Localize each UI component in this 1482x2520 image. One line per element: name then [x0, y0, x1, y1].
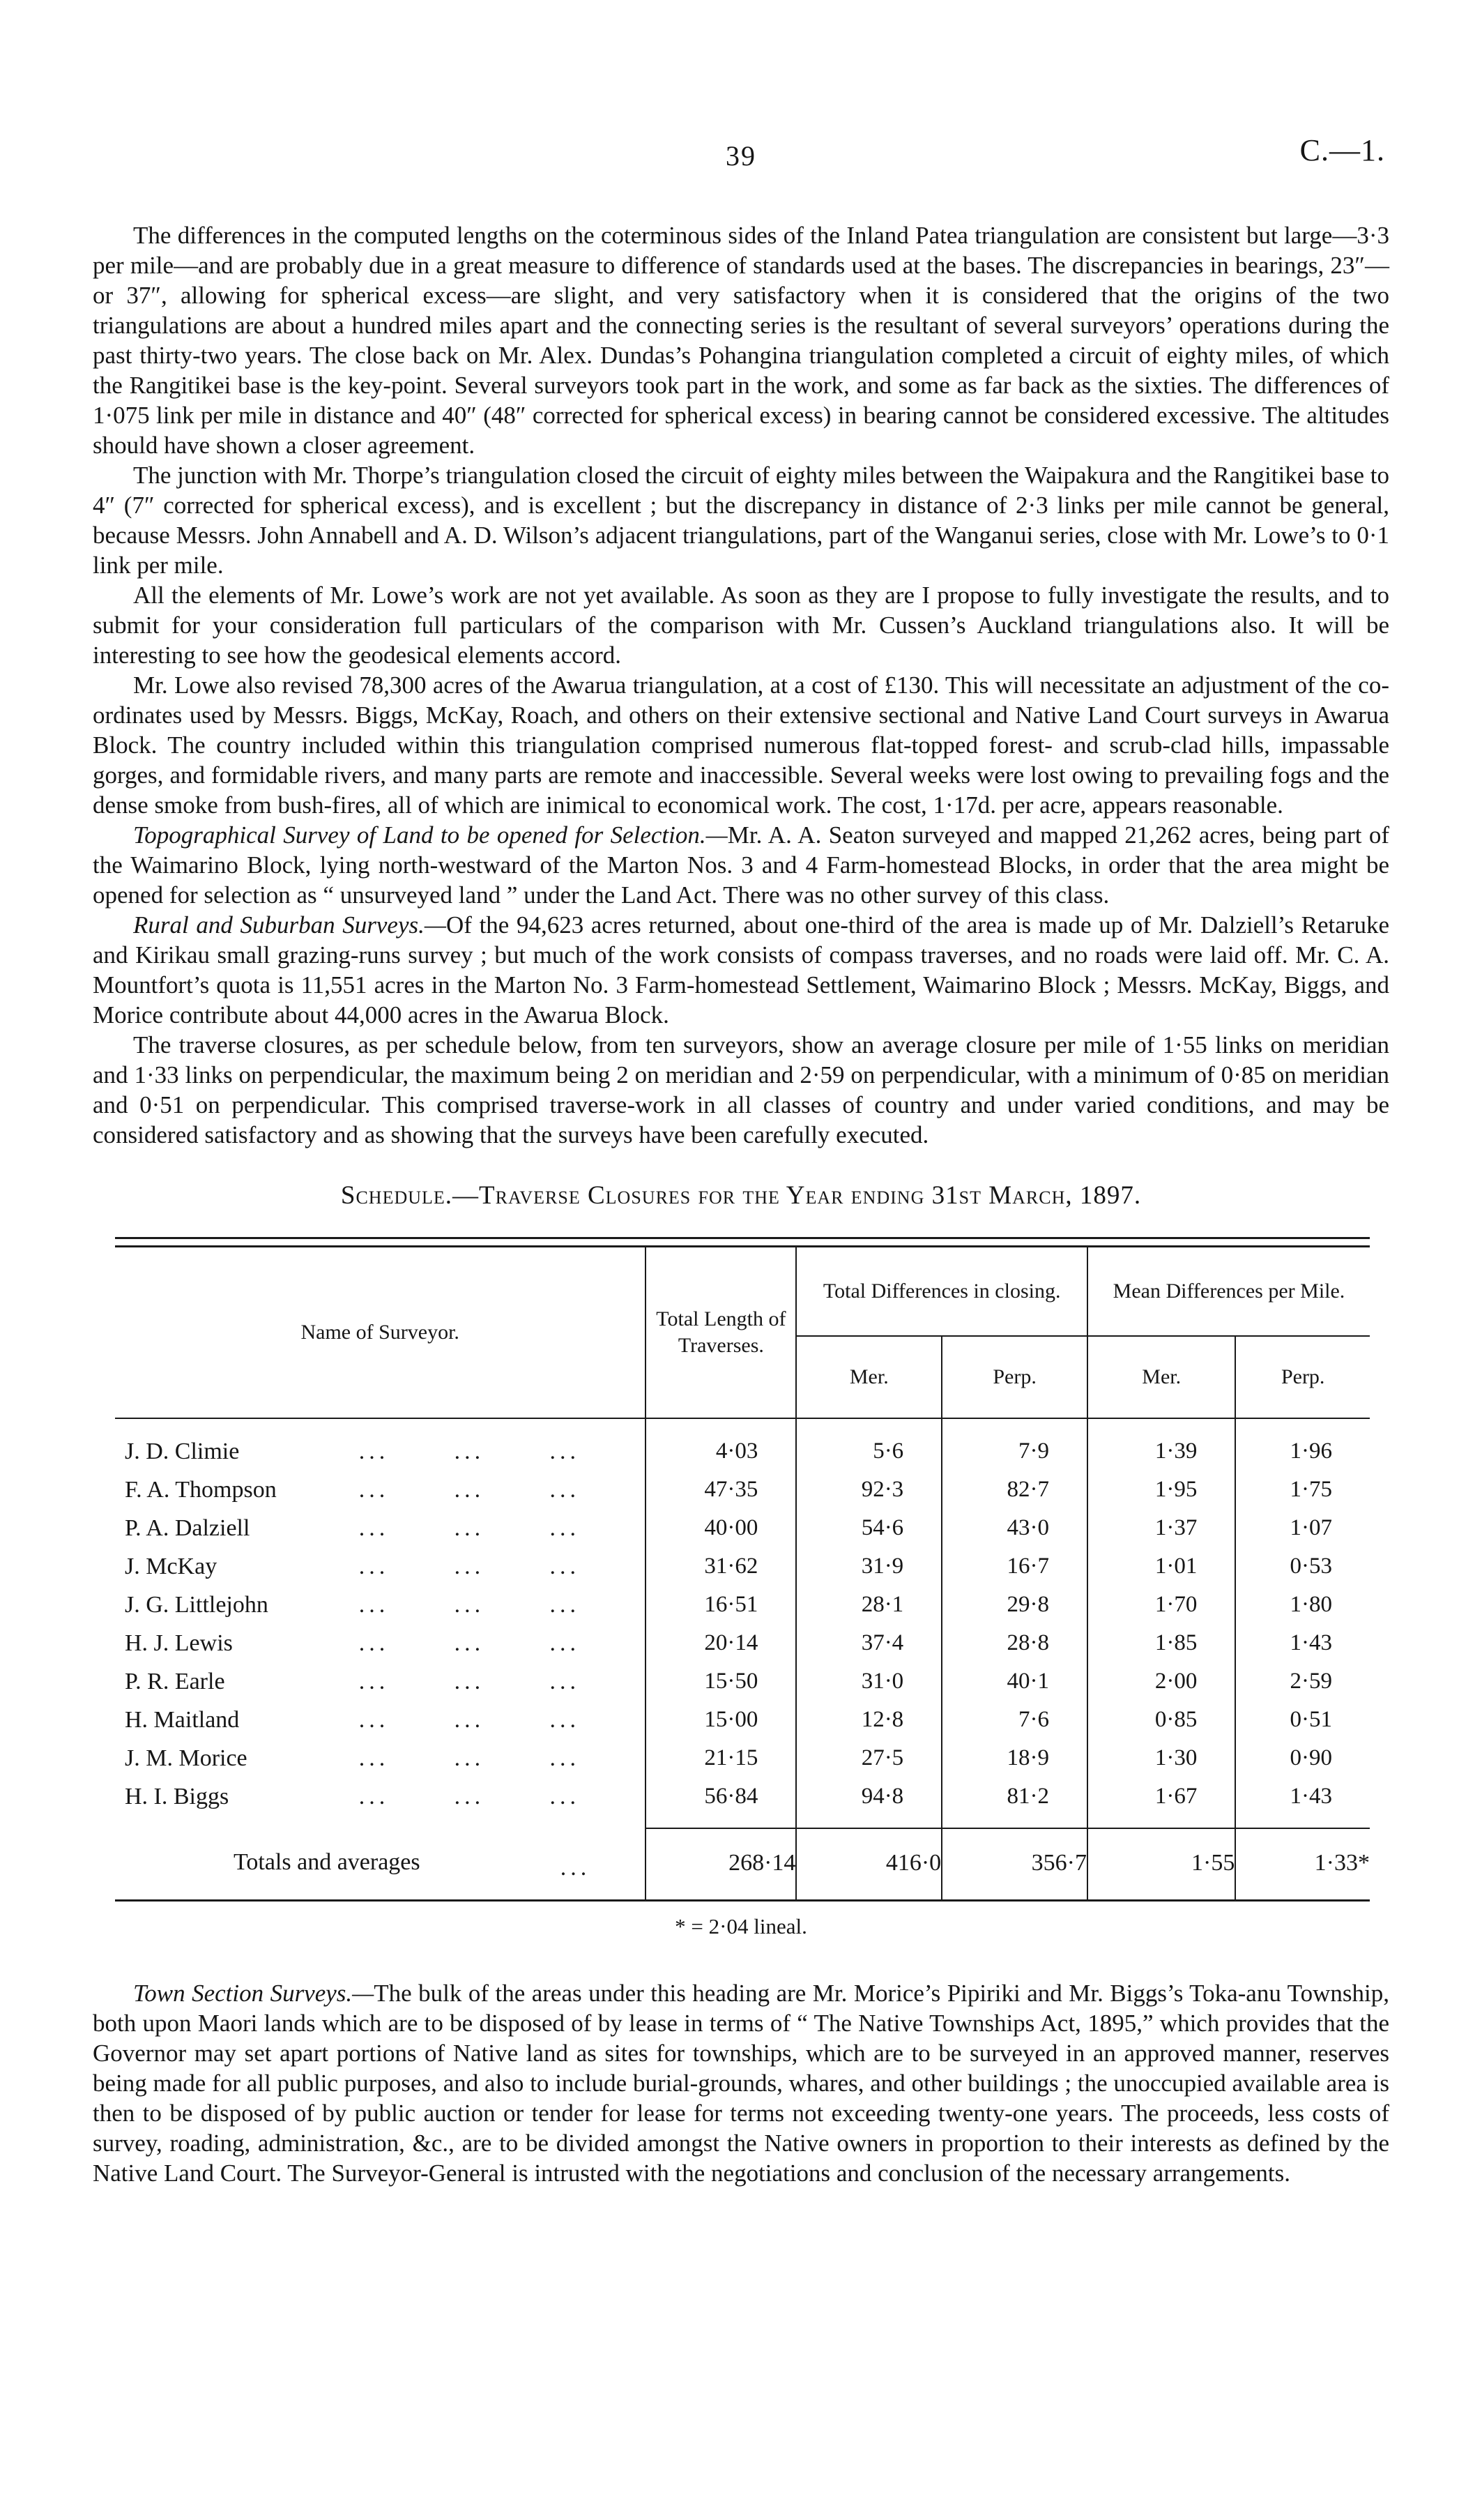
- paragraph: [93, 580, 1389, 670]
- closing-mer-value: 92·3: [796, 1471, 942, 1509]
- total-length-value: 15·50: [645, 1662, 796, 1701]
- table-row: [115, 1471, 1370, 1509]
- total-length-value: 31·62: [645, 1547, 796, 1586]
- surveyor-name: J. M. Morice ... ... ...: [115, 1739, 645, 1777]
- column-header-mean-mer: Mer.: [1087, 1336, 1235, 1418]
- table-row: [115, 1418, 1370, 1471]
- closing-perp-value: 29·8: [942, 1586, 1087, 1624]
- closing-perp-value: 81·2: [942, 1777, 1087, 1828]
- table-row: [115, 1777, 1370, 1828]
- paragraph-text: Of the 94,623 acres returned, about one-third of the area is made up of Mr. Dalziell’s Retaruke and Kirikau small grazing-runs survey ; but much of the work consists of compass traverses, and no roads were laid off. Mr. C. A. Mountfort’s quota is 11,551 acres in the Marton No. 3 Farm-homestead Settlement, Waimarino Block ; Messrs. McKay, Biggs, and Morice contribute about 44,000 acres in the Awarua Block.: [93, 911, 1389, 1029]
- mean-mer-value: 1·01: [1087, 1547, 1235, 1586]
- leader-dots: ...: [358, 1438, 390, 1464]
- surveyor-name: J. McKay ... ... ...: [115, 1547, 645, 1586]
- paragraph-text: All the elements of Mr. Lowe’s work are not yet available. As soon as they are I propose to fully investigate the results, and to submit for your consideration full particulars of the comparison with Mr. Cussen’s Auckland triangulations also. It will be interesting to see how the geodesical elements accord.: [93, 582, 1389, 669]
- totals-closing-mer: 416·0: [796, 1828, 942, 1901]
- total-length-value: 21·15: [645, 1739, 796, 1777]
- closing-mer-value: 31·0: [796, 1662, 942, 1701]
- leader-dots: ...: [358, 1745, 390, 1771]
- leader-dots: ...: [358, 1668, 390, 1694]
- leader-dots: ...: [549, 1476, 581, 1503]
- total-length-value: 15·00: [645, 1701, 796, 1739]
- mean-perp-value: 2·59: [1235, 1662, 1370, 1701]
- mean-perp-value: 1·80: [1235, 1586, 1370, 1624]
- surveyor-name: P. R. Earle ... ... ...: [115, 1662, 645, 1701]
- leader-dots: ...: [549, 1630, 581, 1656]
- leader-dots: ...: [549, 1706, 581, 1733]
- paragraph-lead: Topographical Survey of Land to be opened for Selection.—: [133, 821, 728, 849]
- leader-dots: ...: [549, 1515, 581, 1541]
- leader-dots: ...: [549, 1591, 581, 1618]
- leader-dots: ...: [358, 1476, 390, 1503]
- closing-mer-value: 27·5: [796, 1739, 942, 1777]
- paragraph-text: The junction with Mr. Thorpe’s triangulation closed the circuit of eighty miles between the Waipakura and the Rangitikei base to 4″ (7″ corrected for spherical excess), and is excellent ; but the discrepancy in distance of 2·3 links per mile cannot be general, because Messrs. John Annabell and A. D. Wilson’s adjacent triangulations, part of the Wanganui series, close with Mr. Lowe’s to 0·1 link per mile.: [93, 462, 1389, 579]
- paragraph: [93, 1030, 1389, 1150]
- closing-mer-value: 28·1: [796, 1586, 942, 1624]
- page-header: [93, 133, 1389, 184]
- column-header-mean-perp: Perp.: [1235, 1336, 1370, 1418]
- closing-mer-value: 31·9: [796, 1547, 942, 1586]
- mean-perp-value: 1·96: [1235, 1418, 1370, 1471]
- totals-total-length: 268·14: [645, 1828, 796, 1901]
- paragraph-text: The traverse closures, as per schedule below, from ten surveyors, show an average closure per mile of 1·55 links on meridian and 1·33 links on perpendicular, the maximum being 2 on meridian and 2·59 on perpendicular, with a minimum of 0·85 on meridian and 0·51 on perpendicular. This comprised traverse-work in all classes of country and under varied conditions, and may be considered satisfactory and as showing that the surveys have been carefully executed.: [93, 1031, 1389, 1148]
- paragraph-lead: Rural and Suburban Surveys.—: [133, 911, 446, 939]
- leader-dots: ...: [358, 1630, 390, 1656]
- mean-perp-value: 0·53: [1235, 1547, 1370, 1586]
- mean-perp-value: 1·43: [1235, 1777, 1370, 1828]
- traverse-closures-table: [115, 1237, 1370, 1902]
- total-length-value: 16·51: [645, 1586, 796, 1624]
- leader-dots: ...: [454, 1476, 485, 1503]
- leader-dots: ...: [358, 1784, 390, 1809]
- column-group-mean-differences: Mean Differences per Mile.: [1087, 1247, 1370, 1336]
- table-row: [115, 1662, 1370, 1701]
- table-row: [115, 1586, 1370, 1624]
- mean-perp-value: 1·75: [1235, 1471, 1370, 1509]
- total-length-value: 40·00: [645, 1509, 796, 1547]
- closing-perp-value: 28·8: [942, 1624, 1087, 1662]
- leader-dots: ...: [454, 1745, 485, 1771]
- leader-dots: ...: [454, 1515, 485, 1541]
- total-length-value: 47·35: [645, 1471, 796, 1509]
- mean-mer-value: 1·39: [1087, 1418, 1235, 1471]
- paragraph-text: Mr. A. A. Seaton surveyed and mapped 21,262 acres, being part of the Waimarino Block, lying north-westward of the Marton Nos. 3 and 4 Farm-homestead Blocks, in order that the area might be opened for selection as “ unsurveyed land ” under the Land Act. There was no other survey of this class.: [93, 821, 1389, 909]
- leader-dots: ...: [560, 1854, 591, 1881]
- totals-mean-mer: 1·55: [1087, 1828, 1235, 1901]
- paragraph-text: Mr. Lowe also revised 78,300 acres of the Awarua triangulation, at a cost of £130. This will necessitate an adjustment of the co-ordinates used by Messrs. Biggs, McKay, Roach, and others on their extensive sectional and Native Land Court surveys in Awarua Block. The country included within this triangulation comprised numerous flat-topped forest- and scrub-clad hills, impassable gorges, and formidable rivers, and many parts are remote and inaccessible. Several weeks were lost owing to prevailing fogs and the dense smoke from bush-fires, all of which are inimical to economical work. The cost, 1·17d. per acre, appears reasonable.: [93, 671, 1389, 819]
- table-row: [115, 1739, 1370, 1777]
- table-row: [115, 1547, 1370, 1586]
- report-body: [93, 220, 1389, 1150]
- total-length-value: 20·14: [645, 1624, 796, 1662]
- closing-mer-value: 54·6: [796, 1509, 942, 1547]
- leader-dots: ...: [454, 1668, 485, 1694]
- paragraph-rural-suburban-surveys: [93, 910, 1389, 1030]
- table-row: [115, 1509, 1370, 1547]
- leader-dots: ...: [454, 1706, 485, 1733]
- totals-closing-perp: 356·7: [942, 1828, 1087, 1901]
- total-length-value: 4·03: [645, 1418, 796, 1471]
- leader-dots: ...: [549, 1438, 581, 1464]
- closing-perp-value: 43·0: [942, 1509, 1087, 1547]
- paragraph-topographical-survey: [93, 820, 1389, 910]
- leader-dots: ...: [454, 1591, 485, 1618]
- mean-mer-value: 2·00: [1087, 1662, 1235, 1701]
- mean-mer-value: 1·37: [1087, 1509, 1235, 1547]
- leader-dots: ...: [549, 1784, 581, 1809]
- surveyor-name: H. J. Lewis ... ... ...: [115, 1624, 645, 1662]
- page-number: 39: [726, 140, 756, 172]
- paragraph-text: The differences in the computed lengths on the coterminous sides of the Inland Patea triangulation are consistent but large—3·3 per mile—and are probably due in a great measure to difference of standards used at the bases. The discrepancies in bearings, 23″—or 37″, allowing for spherical excess—are slight, and very satisfactory when it is considered that the origins of the two triangulations are about a hundred miles apart and the connecting series is the resultant of several surveyors’ operations during the past thirty-two years. The close back on Mr. Alex. Dundas’s Pohangina triangulation completed a circuit of eighty miles, of which the Rangitikei base is the key-point. Several surveyors took part in the work, and some as far back as the sixties. The differences of 1·075 link per mile in distance and 40″ (48″ corrected for spherical excess) in bearing cannot be considered excessive. The altitudes should have shown a closer agreement.: [93, 222, 1389, 459]
- leader-dots: ...: [358, 1706, 390, 1733]
- column-header-surveyor: Name of Surveyor.: [115, 1247, 645, 1418]
- totals-label: Totals and averages ...: [115, 1828, 645, 1901]
- paragraph: [93, 460, 1389, 580]
- leader-dots: ...: [358, 1553, 390, 1579]
- closing-mer-value: 37·4: [796, 1624, 942, 1662]
- leader-dots: ...: [549, 1553, 581, 1579]
- leader-dots: ...: [454, 1630, 485, 1656]
- surveyor-name: H. Maitland ... ... ...: [115, 1701, 645, 1739]
- paragraph: [93, 670, 1389, 820]
- totals-row: [115, 1828, 1370, 1901]
- paragraph-text: The bulk of the areas under this heading are Mr. Morice’s Pipiriki and Mr. Biggs’s Toka-anu Township, both upon Maori lands which are to be disposed of by lease in terms of “ The Native Townships Act, 1895,” which provides that the Governor may set apart portions of Native land as sites for townships, which are to be surveyed in an approved manner, reserves being made for all public purposes, and also to include burial-grounds, whares, and other buildings ; the unoccupied available area is then to be disposed of by public auction or tender for lease for terms not exceeding twenty-one years. The proceeds, less costs of survey, roading, administration, &c., are to be divided amongst the Native owners in proportion to their interests as defined by the Native Land Court. The Surveyor-General is intrusted with the negotiations and conclusion of the necessary arrangements.: [93, 1979, 1389, 2187]
- type-area: [93, 133, 1389, 2188]
- surveyor-name: J. G. Littlejohn ... ... ...: [115, 1586, 645, 1624]
- closing-perp-value: 40·1: [942, 1662, 1087, 1701]
- table-row: [115, 1624, 1370, 1662]
- closing-mer-value: 5·6: [796, 1418, 942, 1471]
- mean-mer-value: 1·67: [1087, 1777, 1235, 1828]
- table-footnote: * = 2·04 lineal.: [675, 1913, 807, 1938]
- column-header-closing-perp: Perp.: [942, 1336, 1087, 1418]
- column-group-total-differences: Total Differences in closing.: [796, 1247, 1087, 1336]
- surveyor-name: J. D. Climie ... ... ...: [115, 1418, 645, 1471]
- mean-mer-value: 1·30: [1087, 1739, 1235, 1777]
- mean-mer-value: 1·85: [1087, 1624, 1235, 1662]
- mean-perp-value: 0·51: [1235, 1701, 1370, 1739]
- leader-dots: ...: [549, 1668, 581, 1694]
- leader-dots: ...: [454, 1784, 485, 1809]
- schedule-title: Schedule.—Traverse Closures for the Year ending 31st March, 1897.: [340, 1181, 1142, 1210]
- mean-perp-value: 0·90: [1235, 1739, 1370, 1777]
- mean-perp-value: 1·07: [1235, 1509, 1370, 1547]
- column-header-closing-mer: Mer.: [796, 1336, 942, 1418]
- report-body-continued: [93, 1978, 1389, 2188]
- surveyor-name: F. A. Thompson ... ... ...: [115, 1471, 645, 1509]
- closing-perp-value: 7·9: [942, 1418, 1087, 1471]
- mean-perp-value: 1·43: [1235, 1624, 1370, 1662]
- total-length-value: 56·84: [645, 1777, 796, 1828]
- leader-dots: ...: [358, 1515, 390, 1541]
- leader-dots: ...: [358, 1591, 390, 1618]
- surveyor-name: H. I. Biggs ... ... ...: [115, 1777, 645, 1828]
- mean-mer-value: 1·95: [1087, 1471, 1235, 1509]
- paragraph-lead: Town Section Surveys.—: [133, 1979, 374, 2007]
- totals-mean-perp: 1·33*: [1235, 1828, 1370, 1901]
- leader-dots: ...: [454, 1553, 485, 1579]
- table-row: [115, 1701, 1370, 1739]
- closing-perp-value: 82·7: [942, 1471, 1087, 1509]
- mean-mer-value: 1·70: [1087, 1586, 1235, 1624]
- closing-perp-value: 7·6: [942, 1701, 1087, 1739]
- closing-perp-value: 16·7: [942, 1547, 1087, 1586]
- document-reference: C.—1.: [1299, 133, 1385, 167]
- surveyor-name: P. A. Dalziell ... ... ...: [115, 1509, 645, 1547]
- leader-dots: ...: [454, 1438, 485, 1464]
- column-header-total-length: Total Length of Traverses.: [645, 1247, 796, 1418]
- closing-perp-value: 18·9: [942, 1739, 1087, 1777]
- closing-mer-value: 94·8: [796, 1777, 942, 1828]
- paragraph: [93, 220, 1389, 460]
- closing-mer-value: 12·8: [796, 1701, 942, 1739]
- paragraph-town-section-surveys: [93, 1978, 1389, 2188]
- leader-dots: ...: [549, 1745, 581, 1771]
- mean-mer-value: 0·85: [1087, 1701, 1235, 1739]
